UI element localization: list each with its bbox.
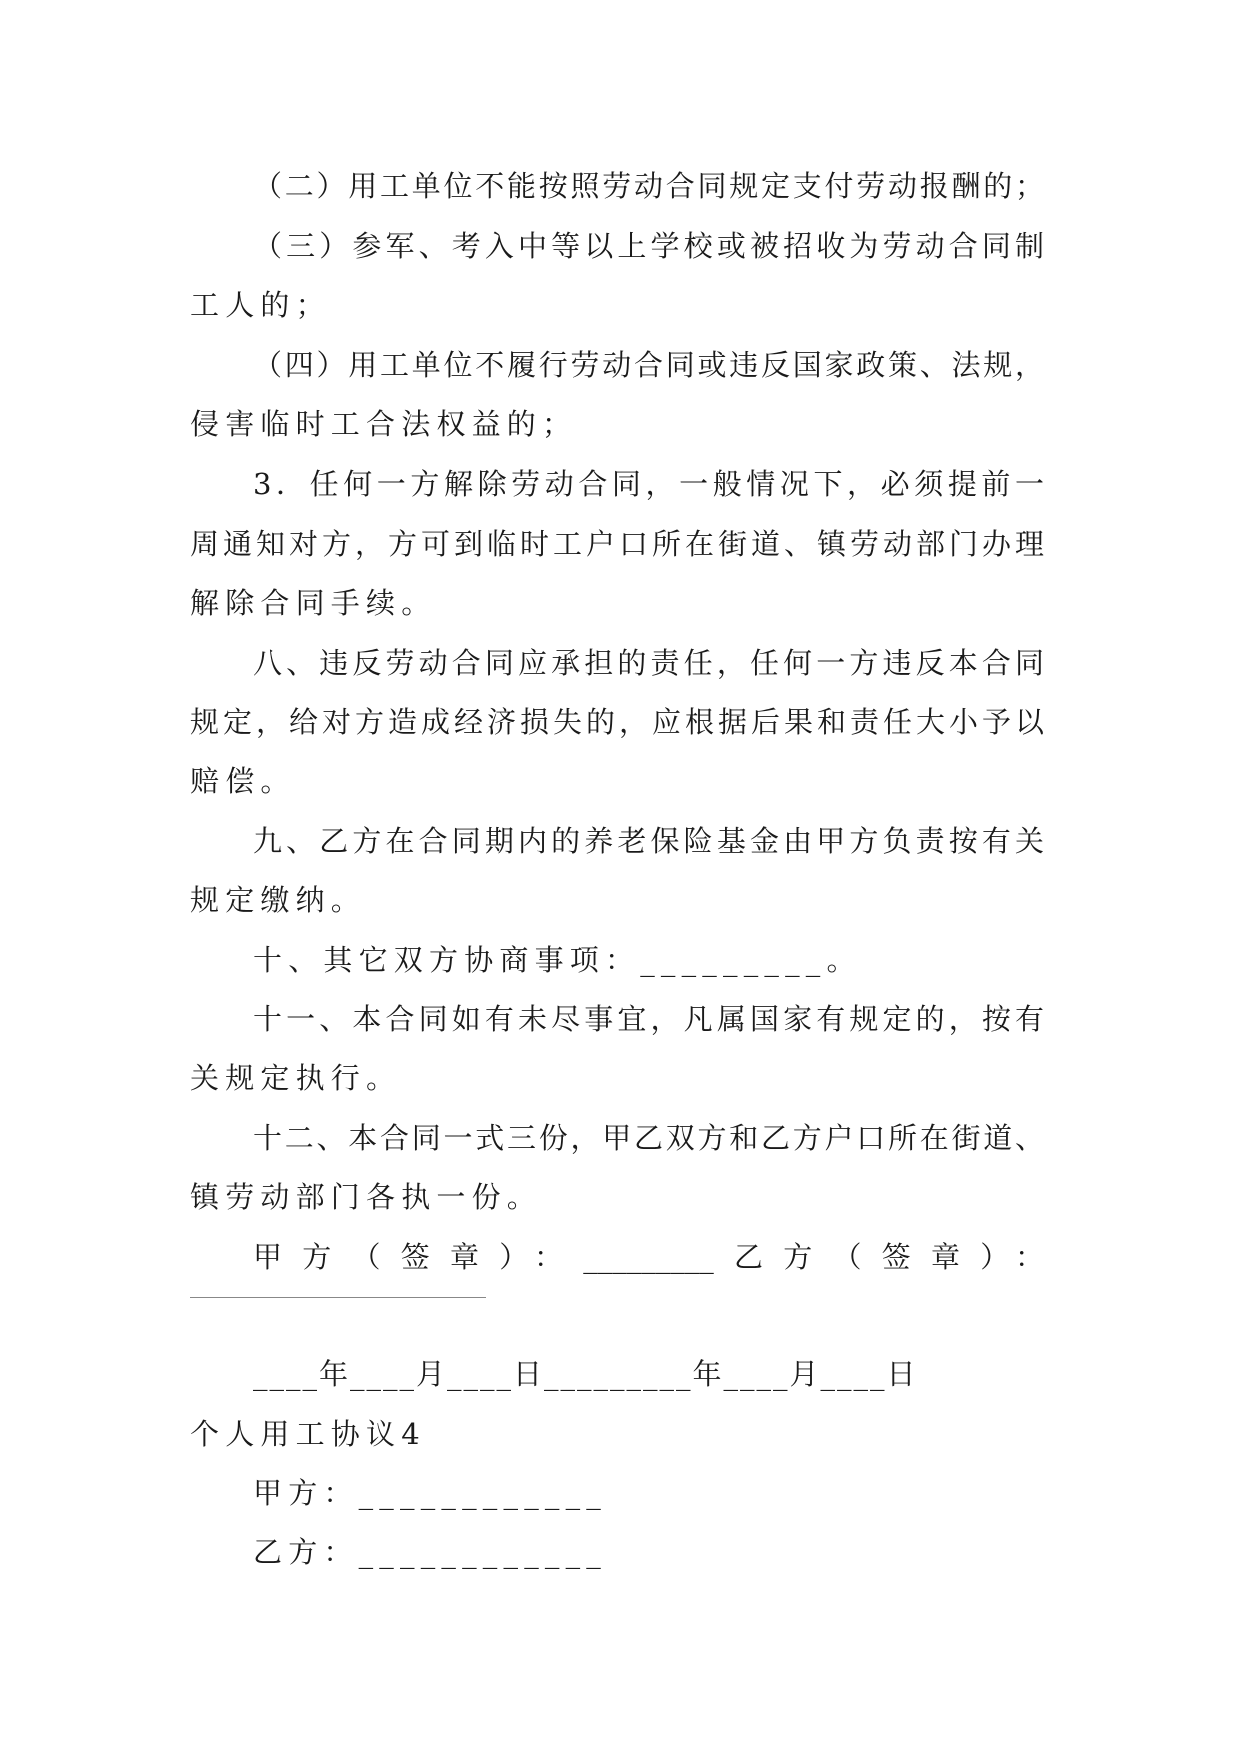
clause-7-2-item-3-line-2: 工人的； (190, 288, 331, 322)
clause-7-2-item-3-line-1: （三）参军、考入中等以上学校或被招收为劳动合同制 (253, 229, 1044, 263)
clause-7-2-item-4-line-1: （四）用工单位不履行劳动合同或违反国家政策、法规， (253, 348, 1044, 382)
clause-7-2-item-2: （二）用工单位不能按照劳动合同规定支付劳动报酬的； (253, 169, 1044, 203)
clause-9-line-2: 规定缴纳。 (190, 883, 367, 917)
clause-12-line-1: 十二、本合同一式三份，甲乙双方和乙方户口所在街道、 (253, 1121, 1044, 1155)
party-a-line: 甲方：____________ (253, 1476, 608, 1510)
clause-7-2-item-4-line-2: 侵害临时工合法权益的； (190, 407, 578, 441)
date-line: ____年____月____日_________年____月____日 (253, 1357, 918, 1391)
clause-7-3-line-2: 周通知对方，方可到临时工户口所在街道、镇劳动部门办理 (190, 527, 1044, 561)
clause-9-line-1: 九、乙方在合同期内的养老保险基金由甲方负责按有关 (253, 824, 1044, 858)
clause-7-3-line-1: 3．任何一方解除劳动合同，一般情况下，必须提前一 (253, 467, 1044, 501)
clause-7-3-line-3: 解除合同手续。 (190, 586, 437, 620)
clause-8-line-2: 规定，给对方造成经济损失的，应根据后果和责任大小予以 (190, 705, 1044, 739)
party-b-line: 乙方：____________ (253, 1535, 608, 1569)
clause-11-line-2: 关规定执行。 (190, 1061, 402, 1095)
section-title: 个人用工协议4 (190, 1417, 426, 1451)
clause-8-line-1: 八、违反劳动合同应承担的责任，任何一方违反本合同 (253, 646, 1044, 680)
clause-8-line-3: 赔偿。 (190, 764, 296, 798)
clause-11-line-1: 十一、本合同如有未尽事宜，凡属国家有规定的，按有 (253, 1002, 1044, 1036)
clause-12-line-2: 镇劳动部门各执一份。 (190, 1180, 543, 1214)
clause-10: 十、其它双方协商事项：_________。 (253, 943, 862, 977)
signature-line: 甲方（签章）：_________乙方（签章）： (253, 1240, 1044, 1274)
signature-blank-underline (190, 1297, 486, 1298)
